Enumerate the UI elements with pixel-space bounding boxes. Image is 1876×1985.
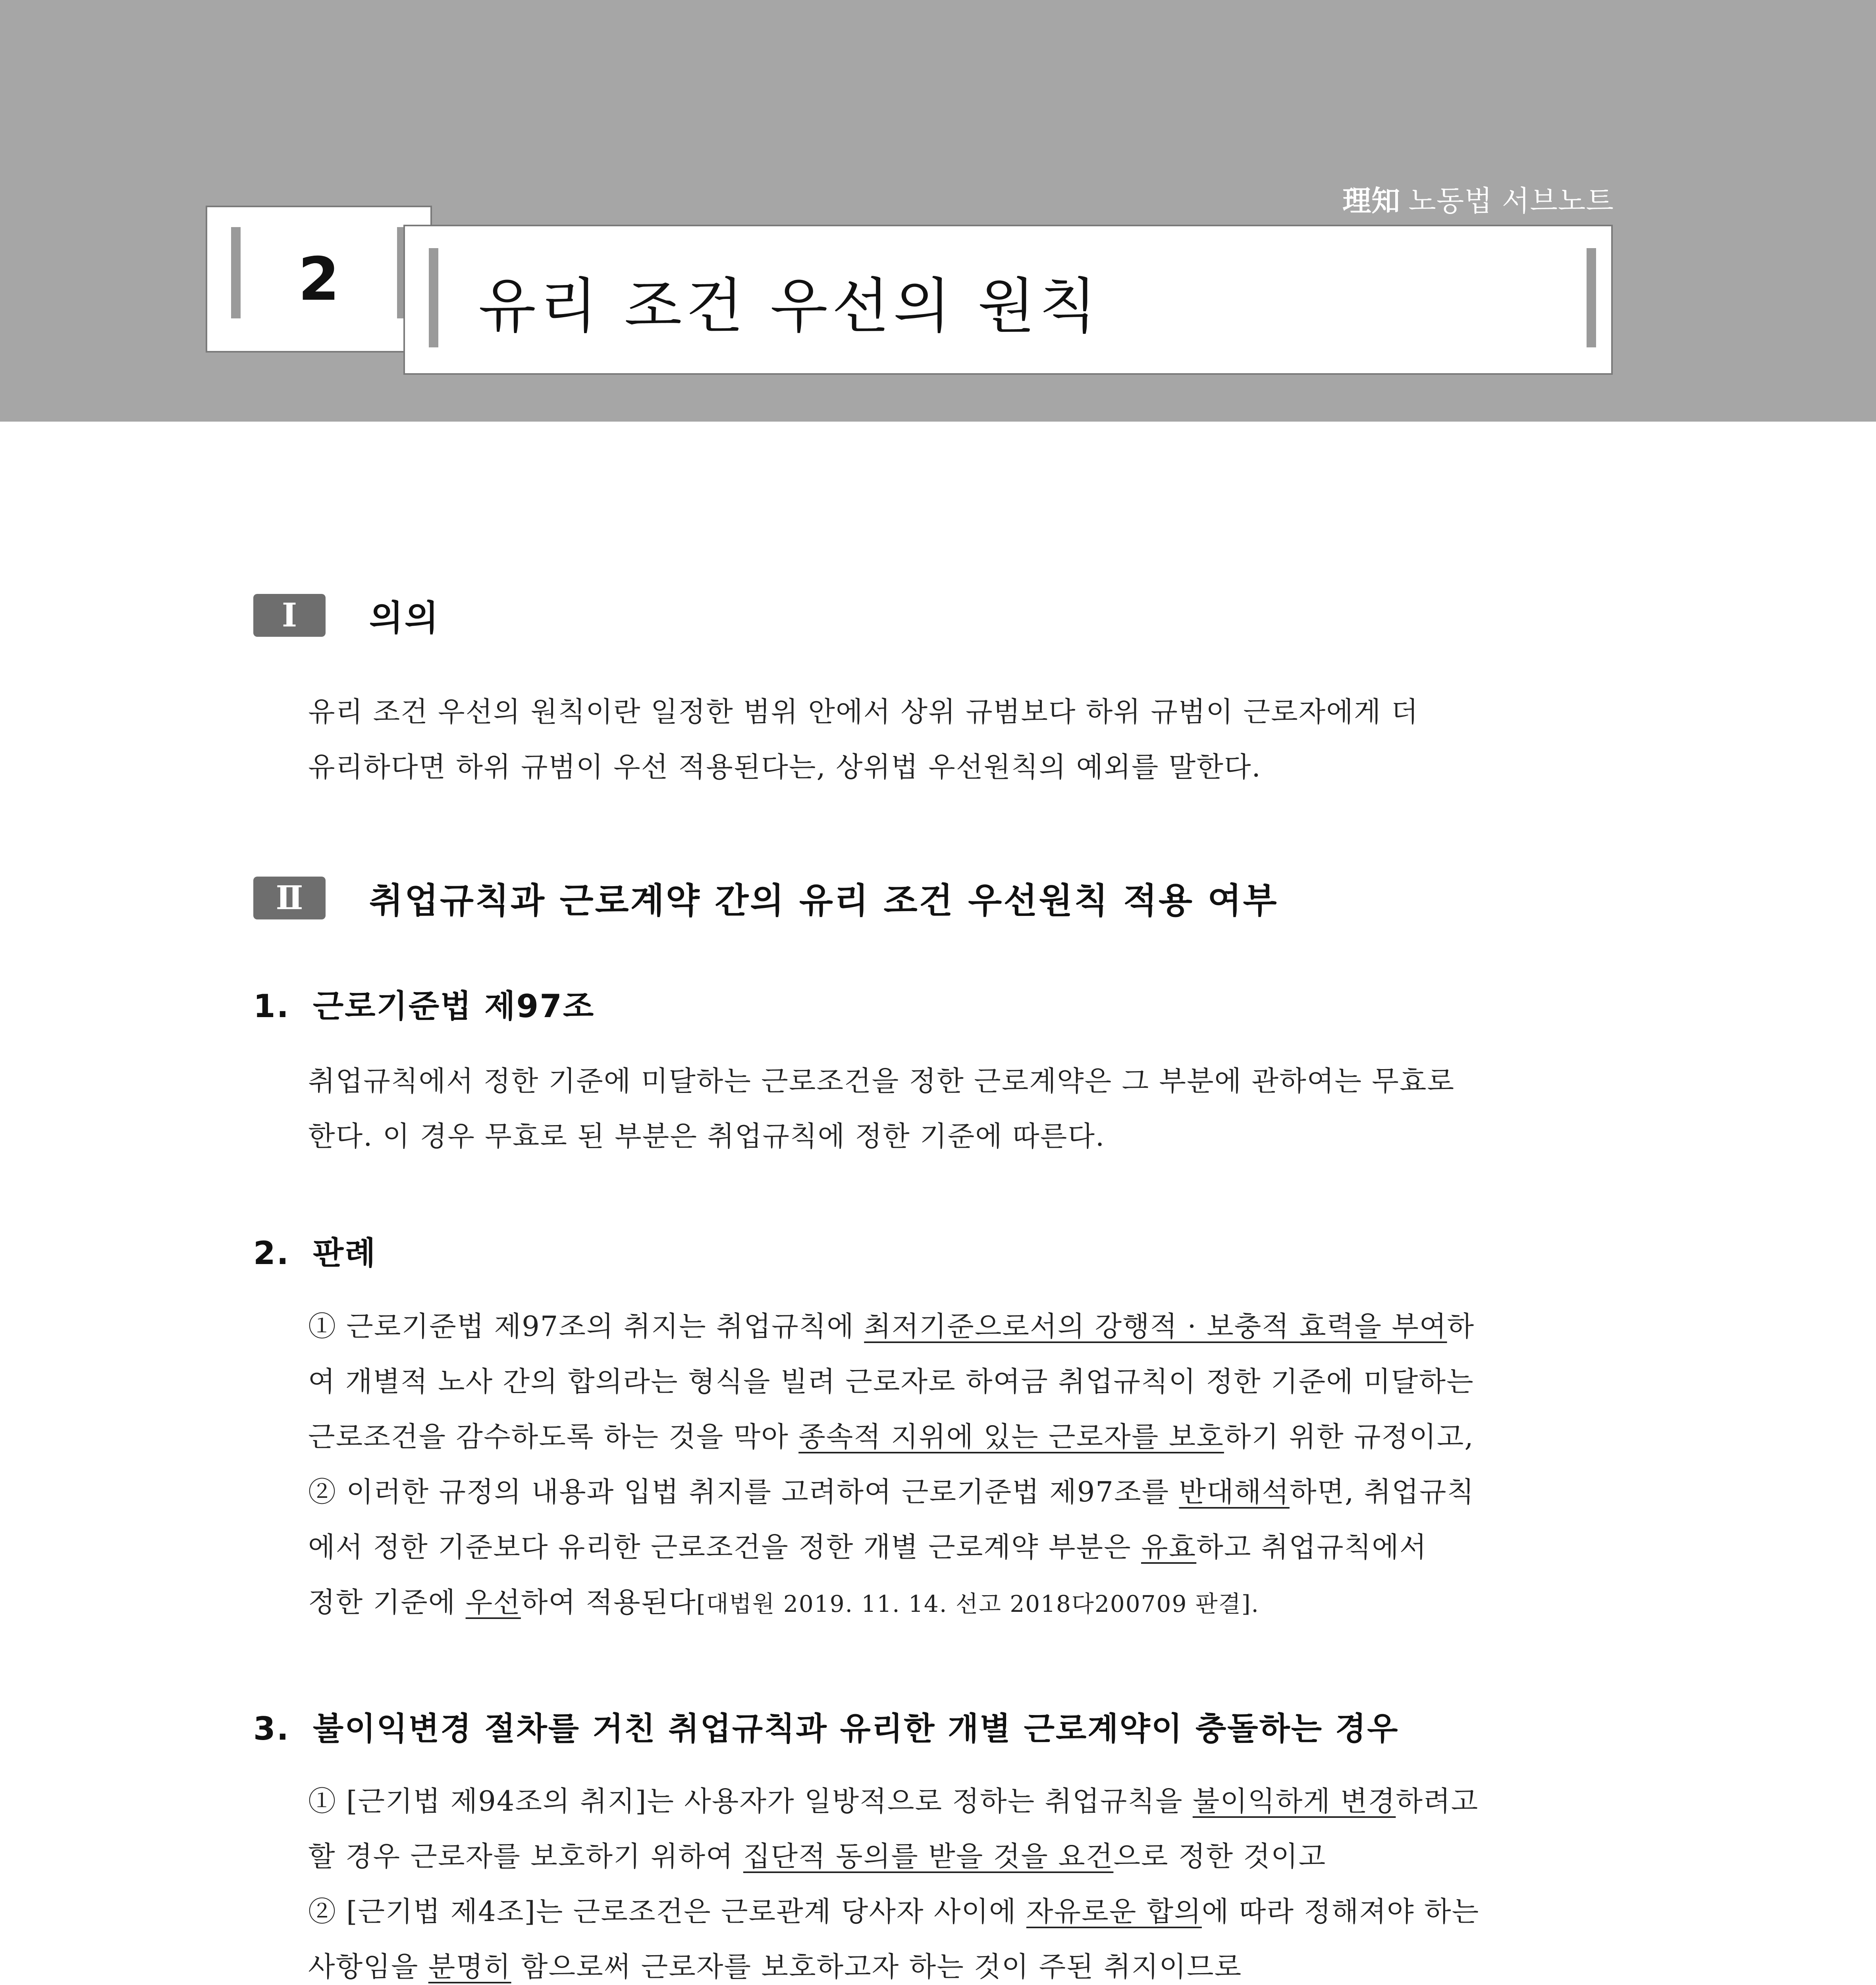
text-line: 취업규칙에서 정한 기준에 미달하는 근로조건을 정한 근로계약은 그 부분에 관하여는 무효로 <box>308 1065 1455 1097</box>
section-badge: Ⅱ <box>253 877 326 919</box>
subsection-heading-3 <box>253 1703 1399 1749</box>
chapter-title-box <box>403 225 1613 375</box>
underlined-text: 반대해석 <box>1179 1476 1290 1508</box>
sub2-paragraph <box>308 1299 1567 1630</box>
subsection-title: 근로기준법 제97조 <box>313 988 595 1025</box>
text-line: ① 근로기준법 제97조의 취지는 취업규칙에 최저기준으로서의 강행적 · 보충적 효력을 부여하 <box>308 1310 1475 1343</box>
brand-name: 노동법 서브노트 <box>1408 184 1614 218</box>
text-line: ① [근기법 제94조의 취지]는 사용자가 일방적으로 정하는 취업규칙을 불이익하게 변경하려고 <box>308 1785 1479 1817</box>
book-brand <box>1342 178 1614 219</box>
chapter-title: 유리 조건 우선의 원칙 <box>478 272 1101 341</box>
underlined-text: 유효 <box>1141 1531 1197 1563</box>
text-line: 사항임을 분명히 함으로써 근로자를 보호하고자 하는 것이 주된 취지이므로 <box>308 1950 1242 1983</box>
text-line: 유리하다면 하위 규범이 우선 적용된다는, 상위법 우선원칙의 예외를 말한다. <box>308 751 1261 783</box>
underlined-text: 우선 <box>465 1586 521 1619</box>
subsection-number: 2. <box>253 1235 290 1272</box>
right-bar-decoration <box>1587 248 1596 347</box>
left-bar-decoration <box>429 248 438 347</box>
sub1-paragraph <box>308 1054 1567 1164</box>
section-badge: Ⅰ <box>253 594 326 637</box>
subsection-heading-1 <box>253 981 595 1026</box>
underlined-text: 자유로운 합의 <box>1026 1895 1202 1928</box>
section-title: 취업규칙과 근로계약 간의 유리 조건 우선원칙 적용 여부 <box>369 880 1278 921</box>
chapter-number-box <box>206 206 432 353</box>
text-line: 한다. 이 경우 무효로 된 부분은 취업규칙에 정한 기준에 따른다. <box>308 1120 1105 1152</box>
text-line: 정한 기준에 우선하여 적용된다[대법원 2019. 11. 14. 선고 2018다200709 판결]. <box>308 1586 1259 1619</box>
subsection-heading-2 <box>253 1228 377 1273</box>
subsection-title: 불이익변경 절차를 거친 취업규칙과 유리한 개별 근로계약이 충돌하는 경우 <box>313 1710 1399 1747</box>
subsection-number: 3. <box>253 1710 290 1747</box>
section-title: 의의 <box>369 597 440 638</box>
section1-paragraph <box>308 684 1567 795</box>
section-heading-2 <box>253 875 1278 921</box>
text-line: 에서 정한 기준보다 유리한 근로조건을 정한 개별 근로계약 부분은 유효하고 취업규칙에서 <box>308 1531 1427 1563</box>
chapter-number: 2 <box>298 245 340 314</box>
subsection-title: 판례 <box>313 1235 377 1272</box>
text-line: 여 개별적 노사 간의 합의라는 형식을 빌려 근로자로 하여금 취업규칙이 정한 기준에 미달하는 <box>308 1365 1474 1398</box>
text-line: ② 이러한 규정의 내용과 입법 취지를 고려하여 근로기준법 제97조를 반대해석하면, 취업규칙 <box>308 1476 1475 1508</box>
text-line: 유리 조건 우선의 원칙이란 일정한 범위 안에서 상위 규범보다 하위 규범이 근로자에게 더 <box>308 696 1419 728</box>
underlined-text: 분명히 <box>428 1950 511 1983</box>
brand-bold: 理知 <box>1342 184 1401 218</box>
text-line: 근로조건을 감수하도록 하는 것을 막아 종속적 지위에 있는 근로자를 보호하기 위한 규정이고, <box>308 1420 1474 1453</box>
underlined-text: 불이익하게 변경 <box>1192 1785 1396 1817</box>
sub3-paragraph <box>308 1774 1567 1985</box>
subsection-number: 1. <box>253 988 290 1025</box>
case-citation: [대법원 2019. 11. 14. 선고 2018다200709 판결]. <box>696 1590 1259 1617</box>
section-heading-1 <box>253 592 440 638</box>
underlined-text: 집단적 동의를 받을 것을 요건 <box>743 1840 1114 1873</box>
text-line: ② [근기법 제4조]는 근로조건은 근로관계 당사자 사이에 자유로운 합의에 따라 정해져야 하는 <box>308 1895 1480 1928</box>
underlined-text: 종속적 지위에 있는 근로자를 보호 <box>798 1420 1224 1453</box>
text-line: 할 경우 근로자를 보호하기 위하여 집단적 동의를 받을 것을 요건으로 정한 것이고 <box>308 1840 1327 1873</box>
underlined-text: 최저기준으로서의 강행적 · 보충적 효력을 부여 <box>864 1310 1447 1343</box>
